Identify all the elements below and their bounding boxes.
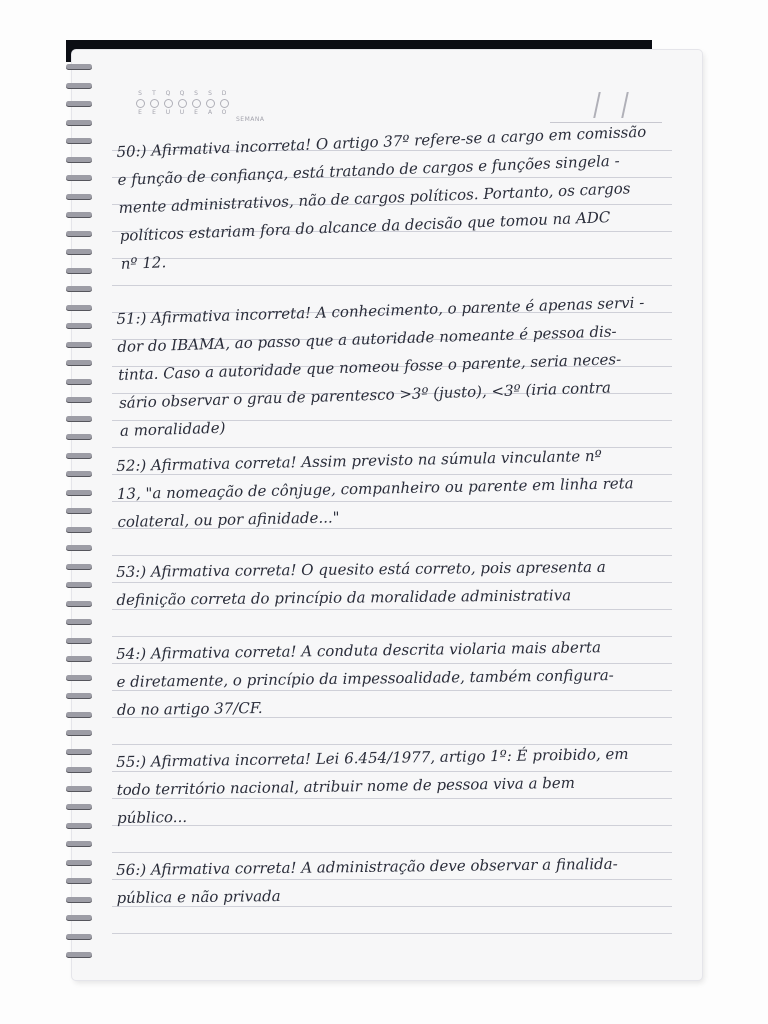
answer-51 [116,288,676,445]
date-slash [621,92,629,118]
weekday-marker: T E [148,90,160,116]
spiral-ring [66,323,92,328]
spiral-ring [66,379,92,384]
spiral-ring [66,767,92,772]
spiral-ring [66,157,92,162]
spiral-ring [66,83,92,88]
spiral-ring [66,397,92,402]
spiral-ring [66,490,92,495]
answer-line: mente administrativos, não de cargos políticos. Portanto, os cargos [118,179,631,217]
spiral-ring [66,619,92,624]
spiral-ring [66,564,92,569]
answer-line: e função de confiança, está tratando de cargos e funções singela - [117,151,620,189]
answer-line: 50:) Afirmativa incorreta! O artigo 37º refere-se a cargo em comissão [116,122,647,161]
spiral-ring [66,268,92,273]
spiral-ring [66,434,92,439]
spiral-ring [66,601,92,606]
week-label: SEMANA [236,116,265,123]
answer-line: 55:) Afirmativa incorreta! Lei 6.454/1977, artigo 1º: É proibido, em [116,744,629,771]
spiral-ring [66,656,92,661]
spiral-ring [66,101,92,106]
spiral-ring [66,934,92,939]
spiral-ring [66,897,92,902]
spiral-ring [66,231,92,236]
notebook-page [72,50,702,980]
weekday-marker: S A [204,90,216,116]
spiral-ring [66,749,92,754]
spiral-ring [66,915,92,920]
spiral-ring [66,638,92,643]
answer-line: políticos estariam fora do alcance da decisão que tomou na ADC [119,208,611,245]
weekday-marker: S E [190,90,202,116]
spiral-ring [66,860,92,865]
spiral-ring [66,527,92,532]
spiral-ring [66,730,92,735]
answer-52 [116,440,674,536]
answer-line: dor do IBAMA, ao passo que a autoridade nomeante é pessoa dis- [117,322,617,356]
weekday-marker: D O [218,90,230,116]
ruled-line [112,933,672,934]
answer-line: definição correta do princípio da moralidade administrativa [116,586,572,609]
answer-line: e diretamente, o princípio da impessoalidade, também configura- [116,666,614,691]
spiral-ring [66,841,92,846]
spiral-ring [66,138,92,143]
spiral-ring [66,212,92,217]
weekday-marker: Q U [176,90,188,116]
answer-line: nº 12. [120,253,167,273]
spiral-ring [66,286,92,291]
answer-line: sário observar o grau de parentesco >3º (justo), <3º (iria contra [118,378,612,412]
ruled-line [112,285,672,286]
spiral-ring [66,786,92,791]
answer-56 [116,849,673,912]
spiral-ring [66,249,92,254]
answer-line: público... [116,807,188,827]
spiral-ring [66,175,92,180]
spiral-ring [66,823,92,828]
spiral-ring [66,712,92,717]
date-slash [593,92,601,118]
spiral-ring [66,120,92,125]
answer-54 [116,632,673,724]
spiral-ring [66,878,92,883]
spiral-ring [66,453,92,458]
spiral-ring [66,675,92,680]
spiral-ring [66,582,92,587]
spiral-ring [66,545,92,550]
spiral-ring [66,804,92,809]
spiral-ring [66,693,92,698]
answer-53 [116,552,673,614]
answer-line: tinta. Caso a autoridade que nomeou fosse o parente, seria neces- [117,350,622,384]
spiral-ring [66,360,92,365]
spiral-ring [66,305,92,310]
spiral-ring [66,471,92,476]
answer-line: 52:) Afirmativa correta! Assim previsto na súmula vinculante nº [116,446,602,475]
spiral-ring [66,64,92,69]
answer-line: a moralidade) [119,418,226,440]
weekday-marker: Q U [162,90,174,116]
answer-line: 51:) Afirmativa incorreta! A conhecimento, o parente é apenas servi - [116,293,645,328]
spiral-ring [66,416,92,421]
answer-line: todo território nacional, atribuir nome de pessoa viva a bem [116,773,576,799]
answer-line: 53:) Afirmativa correta! O quesito está correto, pois apresenta a [116,557,606,581]
spiral-ring [66,342,92,347]
answer-line: pública e não privada [116,886,281,907]
answer-line: 56:) Afirmativa correta! A administração deve observar a finalida- [116,854,618,879]
answer-55 [116,739,673,832]
weekday-marker: S E [134,90,146,116]
spiral-binding [62,64,94,974]
spiral-ring [66,194,92,199]
answer-50 [116,117,677,278]
answer-line: do no artigo 37/CF. [116,698,263,719]
answer-line: 13, "a nomeação de cônjuge, companheiro ou parente em linha reta [116,474,634,503]
answer-line: colateral, ou por afinidade..." [117,508,340,531]
spiral-ring [66,508,92,513]
spiral-ring [66,952,92,957]
answer-line: 54:) Afirmativa correta! A conduta descrita violaria mais aberta [116,638,602,663]
